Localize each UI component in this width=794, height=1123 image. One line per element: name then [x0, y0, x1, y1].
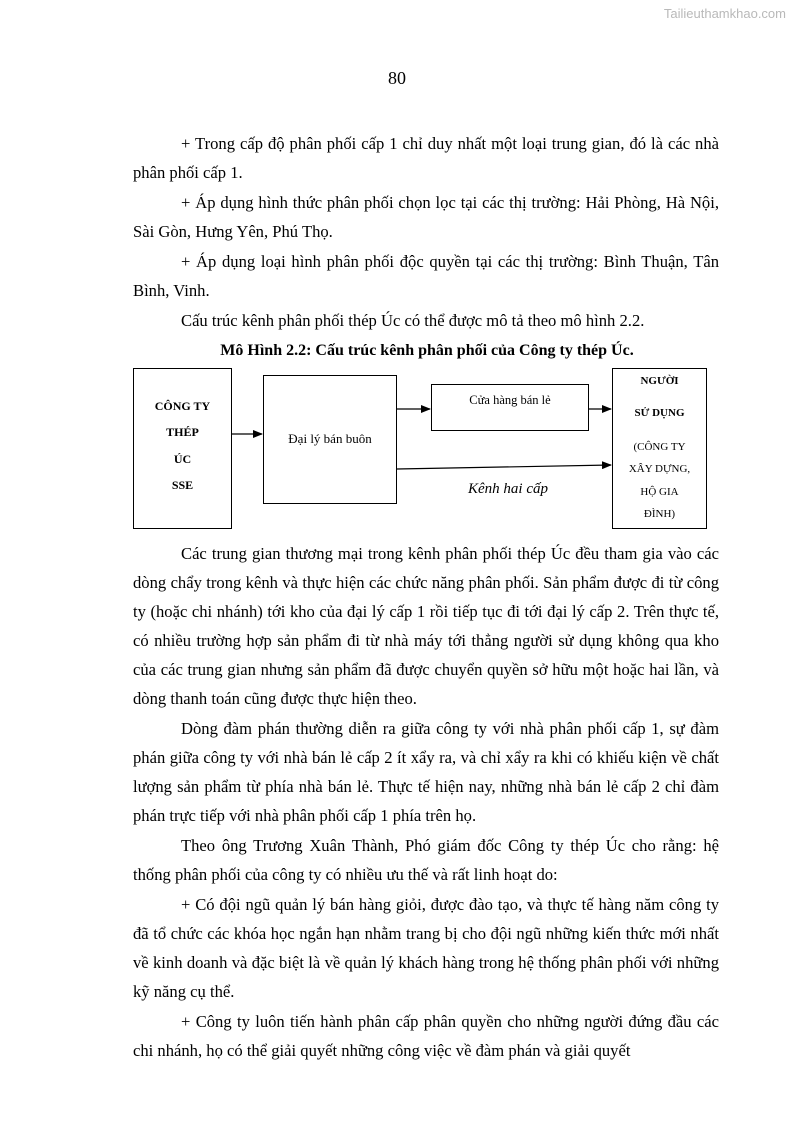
user-line: NGƯỜI	[640, 375, 679, 387]
retail-label: Cửa hàng bán lẻ	[469, 393, 551, 407]
paragraph: Theo ông Trương Xuân Thành, Phó giám đốc Công ty thép Úc cho rằng: hệ thống phân phối của công ty có nhiều ưu thế và rất linh hoạt do:	[133, 836, 719, 884]
company-line: CÔNG TY	[154, 399, 211, 413]
user-line: XÂY DỰNG,	[628, 463, 691, 475]
company-box	[133, 368, 232, 529]
company-line: THÉP	[166, 425, 199, 439]
paragraph: + Công ty luôn tiến hành phân cấp phân quyền cho những người đứng đầu các chi nhánh, họ có thể giải quyết những công việc về đàm phán và giải quyết	[133, 1012, 719, 1060]
company-line: ÚC	[173, 452, 192, 466]
user-line: HỘ GIA	[640, 486, 679, 498]
paragraph: + Trong cấp độ phân phối cấp 1 chỉ duy nhất một loại trung gian, đó là các nhà phân phối cấp 1.	[133, 134, 719, 182]
end-user-box	[612, 368, 707, 529]
paragraph: + Áp dụng loại hình phân phối độc quyền tại các thị trường: Bình Thuận, Tân Bình, Vinh.	[133, 252, 719, 300]
paragraph: Dòng đàm phán thường diễn ra giữa công ty với nhà phân phối cấp 1, sự đàm phán giữa công ty với nhà bán lẻ cấp 2 ít xẩy ra, và chỉ xẩy ra khi có khiếu kiện về chất lượng sản phẩm từ phía nhà bán lẻ. Thực tế hiện nay, những nhà bán lẻ cấp 2 chỉ đàm phán trực tiếp với nhà phân phối cấp 1 phía trên họ.	[133, 719, 719, 825]
wholesale-agent-box	[263, 375, 397, 504]
paragraph: Các trung gian thương mại trong kênh phân phối thép Úc đều tham gia vào các dòng chẩy trong kênh và thực hiện các chức năng phân phối. Sản phẩm được đi từ công ty (hoặc chi nhánh) tới kho của đại lý cấp 1 rồi tiếp tục đi tới đại lý cấp 2. Trên thực tế, có nhiều trường hợp sản phẩm đi từ nhà máy tới thẳng người sử dụng không qua kho của các trung gian nhưng sản phẩm đã được chuyển quyền sở hữu một hoặc hai lần, và dòng thanh toán cũng được thực hiện theo.	[133, 544, 719, 708]
arrow-wholesale-to-user	[397, 465, 611, 469]
retail-store-box	[431, 384, 589, 431]
paragraph: + Có đội ngũ quản lý bán hàng giỏi, được đào tạo, và thực tế hàng năm công ty đã tổ chức các khóa học ngắn hạn nhằm trang bị cho đội ngũ những kiến thức mới nhất về kinh doanh và đặc biệt là về quản lý khách hàng trong hệ thống phân phối với những kỹ năng cụ thể.	[133, 895, 719, 1001]
paragraph: Cấu trúc kênh phân phối thép Úc có thể được mô tả theo mô hình 2.2.	[181, 311, 645, 330]
user-line: SỬ DỤNG	[634, 407, 685, 419]
user-line: ĐÌNH)	[643, 508, 676, 520]
user-line: (CÔNG TY	[633, 441, 686, 453]
paragraph: + Áp dụng hình thức phân phối chọn lọc tại các thị trường: Hải Phòng, Hà Nội, Sài Gòn, Hưng Yên, Phú Thọ.	[133, 193, 719, 241]
watermark: Tailieuthamkhao.com	[663, 6, 786, 21]
text-after-figure	[133, 539, 719, 1065]
page-number: 80	[388, 68, 406, 88]
figure-title: Mô Hình 2.2: Cấu trúc kênh phân phối của Công ty thép Úc.	[220, 342, 634, 359]
channel-label: Kênh hai cấp	[468, 481, 548, 497]
company-line: SSE	[171, 478, 194, 492]
wholesale-label: Đại lý bán buôn	[288, 431, 372, 446]
